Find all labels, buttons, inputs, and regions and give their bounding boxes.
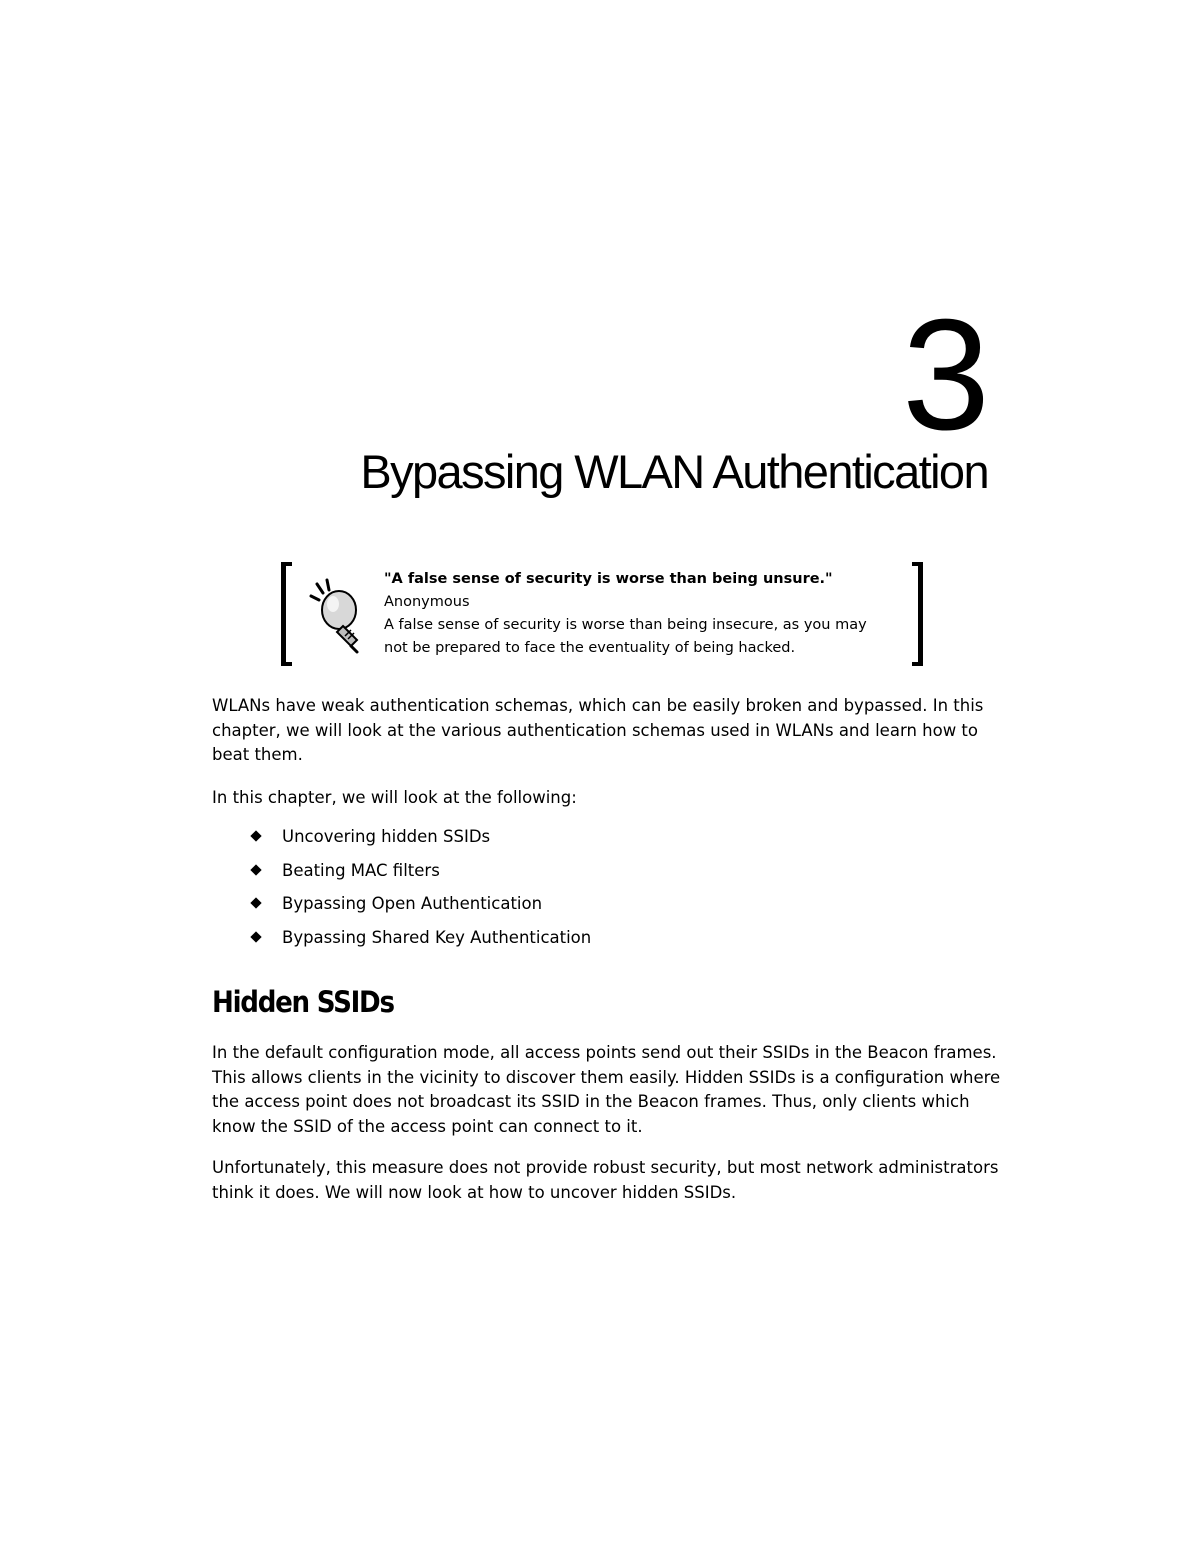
quote-content xyxy=(384,568,894,660)
section-paragraph: Unfortunately, this measure does not provide robust security, but most network administrators think it does. We will now look at how to uncover hidden SSIDs. xyxy=(212,1158,999,1202)
left-bracket xyxy=(281,562,292,666)
topic-list xyxy=(212,824,591,959)
quote-text: "A false sense of security is worse than being unsure." xyxy=(384,571,833,587)
quote-author: Anonymous xyxy=(384,594,470,610)
list-item-label: Bypassing Shared Key Authentication xyxy=(282,928,592,948)
diamond-bullet-icon xyxy=(250,898,261,909)
list-item xyxy=(212,891,591,925)
intro-paragraph: WLANs have weak authentication schemas, which can be easily broken and bypassed. In this chapter, we will look at the various authentication schemas used in WLANs and learn how to beat them. xyxy=(212,696,984,764)
quote-explanation-line: not be prepared to face the eventuality of being hacked. xyxy=(384,640,796,656)
list-item-label: Bypassing Open Authentication xyxy=(282,894,543,914)
chapter-number: 3 xyxy=(902,287,988,463)
quote-box xyxy=(281,562,923,666)
right-bracket xyxy=(912,562,923,666)
intro-lead-paragraph: In this chapter, we will look at the following: xyxy=(212,788,577,807)
diamond-bullet-icon xyxy=(250,830,261,841)
section-paragraph: In the default configuration mode, all access points send out their SSIDs in the Beacon frames. This allows clients in the vicinity to discover them easily. Hidden SSIDs is a configuration where the access point does not broadcast its SSID in the Beacon frames. Thus, only clients which know the SSID of the access point can connect to it. xyxy=(212,1043,1001,1136)
section-heading: Hidden SSIDs xyxy=(212,985,394,1019)
list-item-label: Uncovering hidden SSIDs xyxy=(282,827,491,846)
list-item xyxy=(212,858,591,892)
quote-explanation-line: A false sense of security is worse than being insecure, as you may xyxy=(384,617,867,633)
diamond-bullet-icon xyxy=(250,931,261,942)
lightbulb-icon xyxy=(305,576,365,656)
chapter-title: Bypassing WLAN Authentication xyxy=(360,445,988,498)
list-item xyxy=(212,824,591,858)
diamond-bullet-icon xyxy=(250,864,261,875)
list-item-label: Beating MAC filters xyxy=(282,860,440,880)
list-item xyxy=(212,925,591,959)
